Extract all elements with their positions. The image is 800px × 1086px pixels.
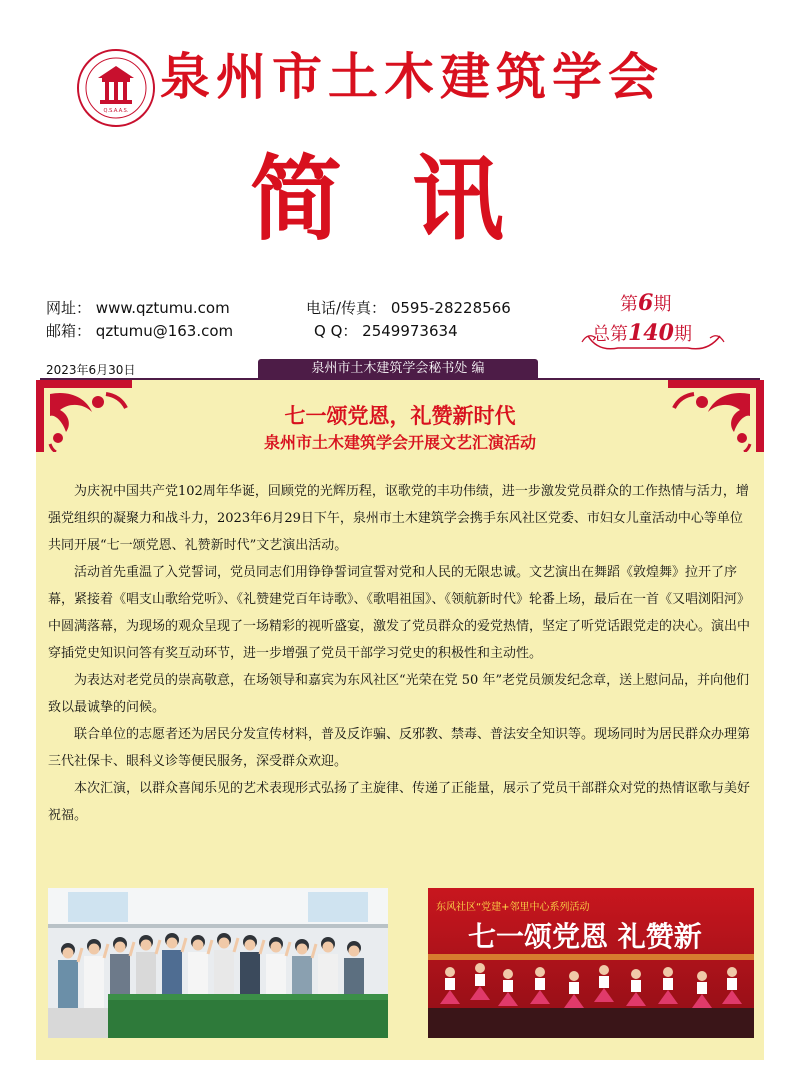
issue-total bbox=[592, 320, 692, 346]
newsletter-title: 简讯 bbox=[250, 146, 575, 253]
issue-number-value: 6 bbox=[638, 290, 654, 316]
website-link[interactable]: www.qztumu.com bbox=[95, 299, 230, 317]
article-paragraph: 为表达对老党员的崇高敬意，在场领导和嘉宾为东风社区“光荣在党 50 年”老党员颁发纪念章，送上慰问品，并向他们致以最诚挚的问候。 bbox=[48, 673, 750, 715]
issue-prefix: 第 bbox=[620, 294, 638, 315]
logo-mark-text: Q.S.A.A.S. bbox=[103, 108, 129, 114]
issue-total-suffix: 期 bbox=[673, 324, 692, 345]
banner-main-text: 七一颂党恩 礼赞新 bbox=[468, 920, 702, 953]
article-subheadline: 泉州市土木建筑学会开展文艺汇演活动 bbox=[263, 433, 536, 452]
corner-ornament-right bbox=[668, 380, 764, 452]
email-link[interactable]: qztumu@163.com bbox=[95, 322, 234, 340]
phone-label: 电话/传真： bbox=[306, 299, 387, 317]
issue-suffix: 期 bbox=[653, 294, 672, 315]
issue-number bbox=[620, 290, 671, 316]
society-logo bbox=[76, 48, 156, 128]
article-body bbox=[48, 478, 752, 829]
website-line bbox=[46, 298, 230, 318]
article-headline: 七一颂党恩，礼赞新时代 bbox=[284, 404, 516, 428]
email-label: 邮箱： bbox=[46, 322, 92, 340]
dance-photo bbox=[428, 888, 754, 1038]
publish-date: 2023年6月30日 bbox=[46, 363, 136, 377]
editor-bar: 泉州市土木建筑学会秘书处 编 bbox=[258, 359, 538, 379]
article-paragraph: 联合单位的志愿者还为居民分发宣传材料，普及反诈骗、反邪教、禁毒、普法安全知识等。现场同时为居民群众办理第三代社保卡、眼科义诊等便民服务，深受群众欢迎。 bbox=[48, 727, 751, 769]
article-paragraph: 活动首先重温了入党誓词，党员同志们用铮铮誓词宣誓对党和人民的无限忠诚。文艺演出在舞蹈《敦煌舞》拉开了序幕，紧接着《唱支山歌给党听》、《礼赞建党百年诗歌》、《歌唱祖国》、《领航新时代》轮番上场，最后在一首《又唱浏阳河》中圆满落幕，为现场的观众呈现了一场精彩的视听盛宴，激发了党员群众的爱党热情，坚定了听党话跟党走的决心。演出中穿插党史知识问答有奖互动环节，进一步增强了党员干部学习党史的积极性和主动性。 bbox=[48, 565, 751, 661]
qq-line bbox=[314, 321, 458, 341]
phone-value: 0595-28228566 bbox=[390, 299, 511, 317]
article-paragraph: 为庆祝中国共产党102周年华诞，回顾党的光辉历程，讴歌党的丰功伟绩，进一步激发党员群众的工作热情与活力，增强党组织的凝聚力和战斗力，2023年6月29日下午，泉州市土木建筑学会携手东风社区党委、市妇女儿童活动中心等单位共同开展“七一颂党恩、礼赞新时代”文艺演出活动。 bbox=[48, 484, 749, 553]
oath-photo bbox=[48, 888, 388, 1038]
email-line bbox=[46, 321, 233, 341]
issue-total-prefix: 总第 bbox=[592, 324, 628, 345]
issue-total-value: 140 bbox=[628, 320, 674, 346]
phone-line bbox=[306, 298, 511, 318]
banner-top-text: 东风社区“党建+邻里中心系列活动 bbox=[436, 902, 590, 913]
qq-value: 2549973634 bbox=[362, 322, 458, 340]
qq-label: Q Q： bbox=[314, 322, 358, 340]
website-label: 网址： bbox=[46, 299, 92, 317]
corner-ornament-left bbox=[36, 380, 132, 452]
article-paragraph: 本次汇演，以群众喜闻乐见的艺术表现形式弘扬了主旋律、传递了正能量，展示了党员干部群众对党的热情讴歌与美好祝福。 bbox=[48, 781, 751, 823]
org-title: 泉州市土木建筑学会 bbox=[160, 48, 664, 106]
